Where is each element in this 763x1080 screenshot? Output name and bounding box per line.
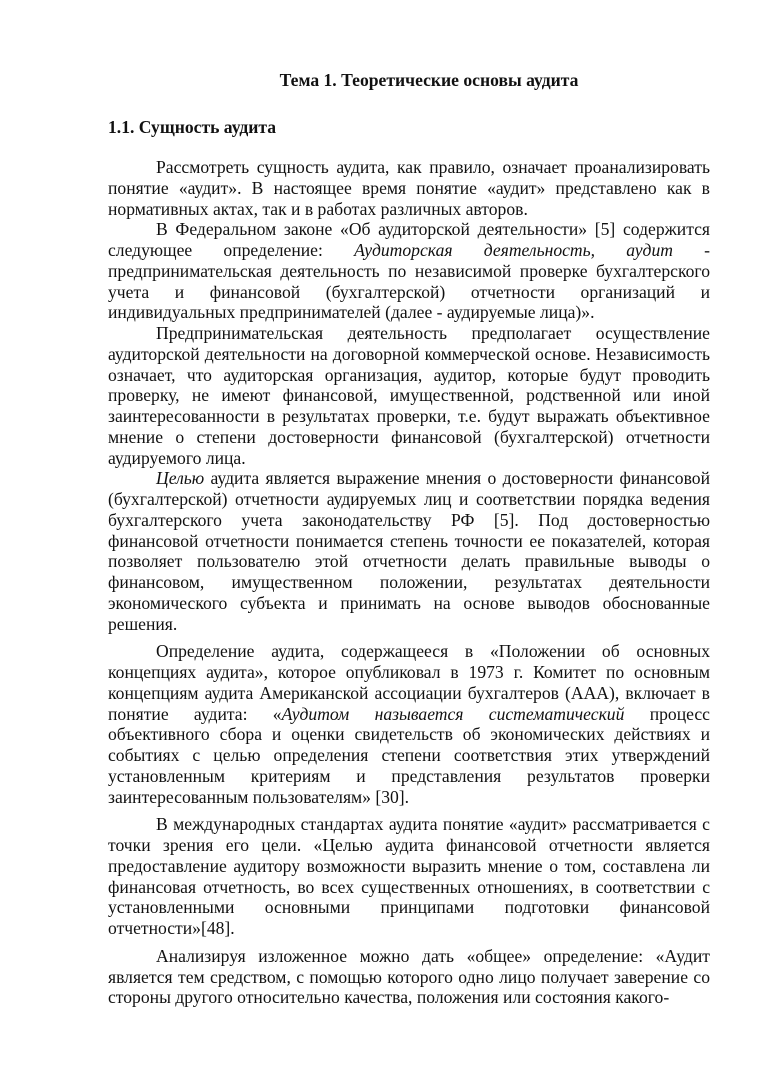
page-title: Тема 1. Теоретические основы аудита (279, 70, 579, 90)
paragraph-2-italic: Аудиторская деятельность, аудит (354, 240, 673, 260)
paragraph-7: Анализируя изложенное можно дать «общее» определение: «Аудит является тем средством, с помощью которого одно лицо получает заверение со стороны другого относительно качества, положения или состояния какого- (108, 945, 710, 1008)
paragraph-5 (108, 641, 710, 807)
paragraph-3: Предпринимательская деятельность предполагает осуществление аудиторской деятельности на договорной коммерческой основе. Независимость означает, что аудиторская организация, аудитор, которые будут проводить проверку, не имеют финансовой, имущественной, родственной или иной заинтересованности в результатах проверки, т.е. будут выражать объективное мнение о степени достоверности финансовой (бухгалтерской) отчетности аудируемого лица. (108, 323, 710, 468)
paragraph-5-start: Определение аудита, содержащееся в «Положении об основных концепциях аудита», которое опубликовал в 1973 г. Комитет по основным концепциям аудита Американской ассоциации бухгалтеров (ААА), включает в понятие аудита: « (108, 641, 710, 724)
paragraph-2-start: В Федеральном законе «Об аудиторской деятельности» [5] содержится следующее определение: (108, 219, 710, 260)
paragraph-5-italic: Аудитом называется систематический (281, 703, 625, 724)
paragraph-4-rest: аудита является выражение мнения о достоверности финансовой (бухгалтерской) отчетности аудируемых лиц и соответствии порядка ведения бухгалтерского учета законодательству РФ [5]. Под достоверностью финансовой отчетности понимается степень точности ее показателей, которая позволяет пользователю этой отчетности делать правильные выводы о финансовом, имущественном положении, результатах деятельности экономического субъекта и принимать на основе выводов обоснованные решения. (108, 468, 710, 634)
paragraph-6: В международных стандартах аудита понятие «аудит» рассматривается с точки зрения его цели. «Целью аудита финансовой отчетности является предоставление аудитору возможности выразить мнение о том, составлена ли финансовая отчетность, во всех существенных отношениях, в соответствии с установленными основными принципами подготовки финансовой отчетности»[48]. (108, 814, 710, 938)
paragraph-1: Рассмотреть сущность аудита, как правило, означает проанализировать понятие «аудит». В настоящее время понятие «аудит» представлено как в нормативных актах, так и в работах различных авторов. (108, 157, 710, 219)
document-page (108, 70, 710, 1008)
paragraph-4 (108, 468, 710, 634)
paragraph-2 (108, 219, 710, 323)
section-heading: 1.1. Сущность аудита (108, 117, 277, 137)
paragraph-5-end: процесс объективного сбора и оценки свидетельств об экономических действиях и событиях с целью определения степени соответствия этих утверждений установленным критериям и представления результатов проверки заинтересованным пользователям» [30]. (108, 703, 710, 807)
paragraph-2-end: - предпринимательская деятельность по независимой проверке бухгалтерского учета и финансовой (бухгалтерской) отчетности организаций и индивидуальных предпринимателей (далее - аудируемые лица)». (108, 240, 710, 323)
paragraph-4-italic: Целью (156, 468, 205, 489)
